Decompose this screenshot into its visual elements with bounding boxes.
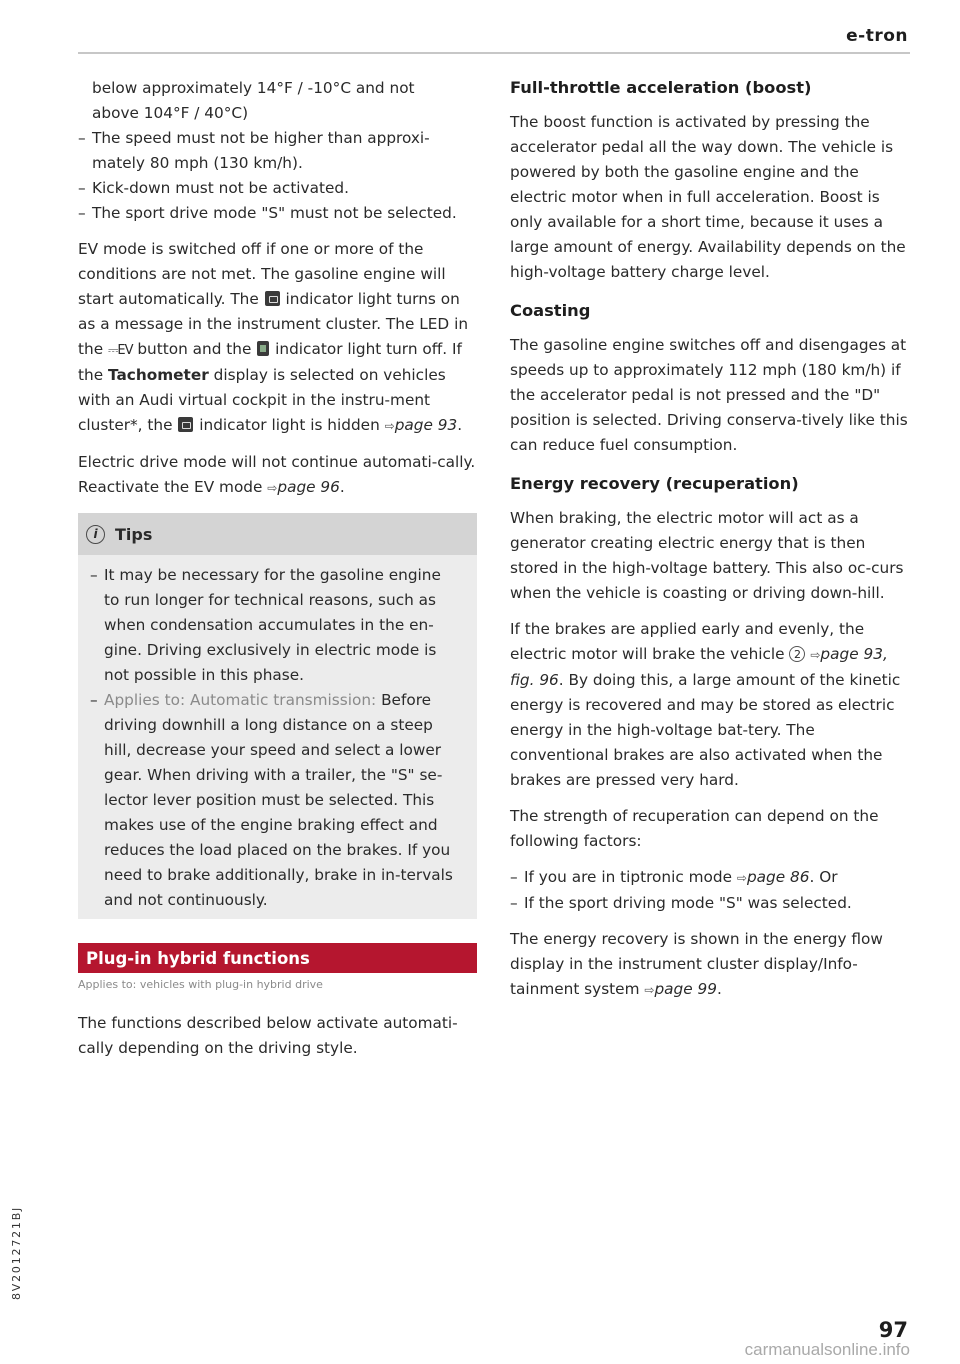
engine-indicator-icon (178, 417, 193, 432)
recuperation-heading: Energy recovery (recuperation) (510, 474, 799, 493)
header-rule (78, 52, 910, 54)
recuperation-paragraph-3: The strength of recuperation can depend on the following factors: (510, 807, 879, 850)
tips-box (78, 513, 477, 919)
page-reference-link[interactable]: ⇨page 96 (267, 478, 340, 496)
page-reference-link[interactable]: ⇨page 93, fig. 96 (510, 645, 888, 689)
boost-heading: Full-throttle acceleration (boost) (510, 78, 812, 97)
right-column (510, 76, 909, 1014)
applies-to-label: Applies to: Automatic transmission: (104, 691, 377, 709)
arrow-right-icon: ⇨ (644, 983, 655, 997)
watermark: carmanualsonline.info (744, 1340, 910, 1359)
list-item: – It may be necessary for the gasoline engine to run longer for technical reasons, such as when condensation accumulates in the en-gine. Driving exclusively in electric mode is not possible in this phase. (90, 563, 461, 688)
recuperation-paragraph-4: The energy recovery is shown in the energy flow display in the instrument cluster display/Info-tainment system ⇨page 99. (510, 930, 883, 998)
page-reference-link[interactable]: ⇨page 99 (644, 980, 717, 998)
tips-list (90, 563, 461, 913)
continued-line-1: below approximately 14°F / -10°C and not (92, 79, 415, 97)
left-column (78, 76, 477, 1072)
factors-list (510, 865, 909, 916)
tips-body (78, 555, 477, 913)
tips-header (78, 513, 477, 555)
engine-indicator-icon (265, 291, 280, 306)
ev-button-icon: ⎓EV (107, 343, 133, 358)
conditions-list (78, 126, 477, 226)
list-item: – Applies to: Automatic transmission: Before driving downhill a long distance on a steep hill, decrease your speed and select a lower gear. When driving with a trailer, the "S" se-lector lever position must be selected. This makes use of the engine braking effect and reduces the load placed on the brakes. If you need to brake additionally, brake in in-tervals and not continuously. (90, 688, 461, 913)
section-intro: The functions described below activate automati-cally depending on the driving style. (78, 1014, 458, 1057)
list-item: – If you are in tiptronic mode ⇨page 86. Or (510, 865, 909, 891)
coasting-heading: Coasting (510, 301, 591, 320)
tips-title: Tips (115, 524, 153, 544)
page-reference-link[interactable]: ⇨page 86 (736, 868, 810, 886)
continued-line-2: above 104°F / 40°C) (92, 104, 249, 122)
coasting-paragraph: The gasoline engine switches off and disengages at speeds up to approximately 112 mph (180 km/h) if the accelerator pedal is not pressed and the "D" position is selected. Driving conserva-tively like this can reduce fuel consumption. (510, 336, 908, 454)
arrow-right-icon: ⇨ (384, 419, 395, 433)
arrow-right-icon: ⇨ (810, 648, 821, 662)
boost-paragraph: The boost function is activated by pressing the accelerator pedal all the way down. The vehicle is powered by both the gasoline engine and the electric motor when in full acceleration. Boost is only available for a short time, because it uses a large amount of energy. Availability depends on the high-voltage battery charge level. (510, 113, 906, 281)
list-item: – The speed must not be higher than approxi-mately 80 mph (130 km/h). (78, 126, 477, 176)
section-title: Plug-in hybrid functions (78, 943, 477, 973)
document-code: 8V2012721BJ (10, 1205, 23, 1300)
applies-to-note: Applies to: vehicles with plug-in hybrid drive (78, 978, 323, 991)
page-number: 97 (878, 1318, 908, 1342)
ev-indicator-icon (257, 341, 269, 356)
page-reference-link[interactable]: ⇨page 93 (384, 416, 458, 434)
continued-text (78, 76, 477, 126)
recuperation-paragraph-2: If the brakes are applied early and evenly, the electric motor will brake the vehicle 2 ⇨page 93, fig. 96. By doing this, a large amount of the kinetic energy is recovered and may be stored as electric energy in the high-voltage bat-tery. The conventional brakes are also activated when the brakes are pressed very hard. (510, 620, 901, 789)
ev-mode-paragraph: EV mode is switched off if one or more of the conditions are not met. The gasoline engine will start automatically. The indicator light turns on as a message in the instrument cluster. The LED in the ⎓EV button and the indicator light turn off. If the Tachometer display is selected on vehicles with an Audi virtual cockpit in the instru-ment cluster*, the indicator light is hidden ⇨page 93. (78, 240, 469, 434)
running-header: e-tron (846, 26, 908, 46)
recuperation-paragraph-1: When braking, the electric motor will act as a generator creating electric energy that is then stored in the high-voltage battery. This also oc-curs when the vehicle is coasting or driving down-hill. (510, 509, 904, 602)
electric-mode-paragraph: Electric drive mode will not continue automati-cally. Reactivate the EV mode ⇨page 96. (78, 453, 476, 496)
list-item: – The sport drive mode "S" must not be selected. (78, 201, 477, 226)
arrow-right-icon: ⇨ (736, 871, 747, 885)
info-icon: i (86, 525, 105, 544)
callout-number: 2 (789, 646, 805, 662)
list-item: – If the sport driving mode "S" was selected. (510, 891, 909, 916)
arrow-right-icon: ⇨ (267, 481, 278, 495)
list-item: – Kick-down must not be activated. (78, 176, 477, 201)
